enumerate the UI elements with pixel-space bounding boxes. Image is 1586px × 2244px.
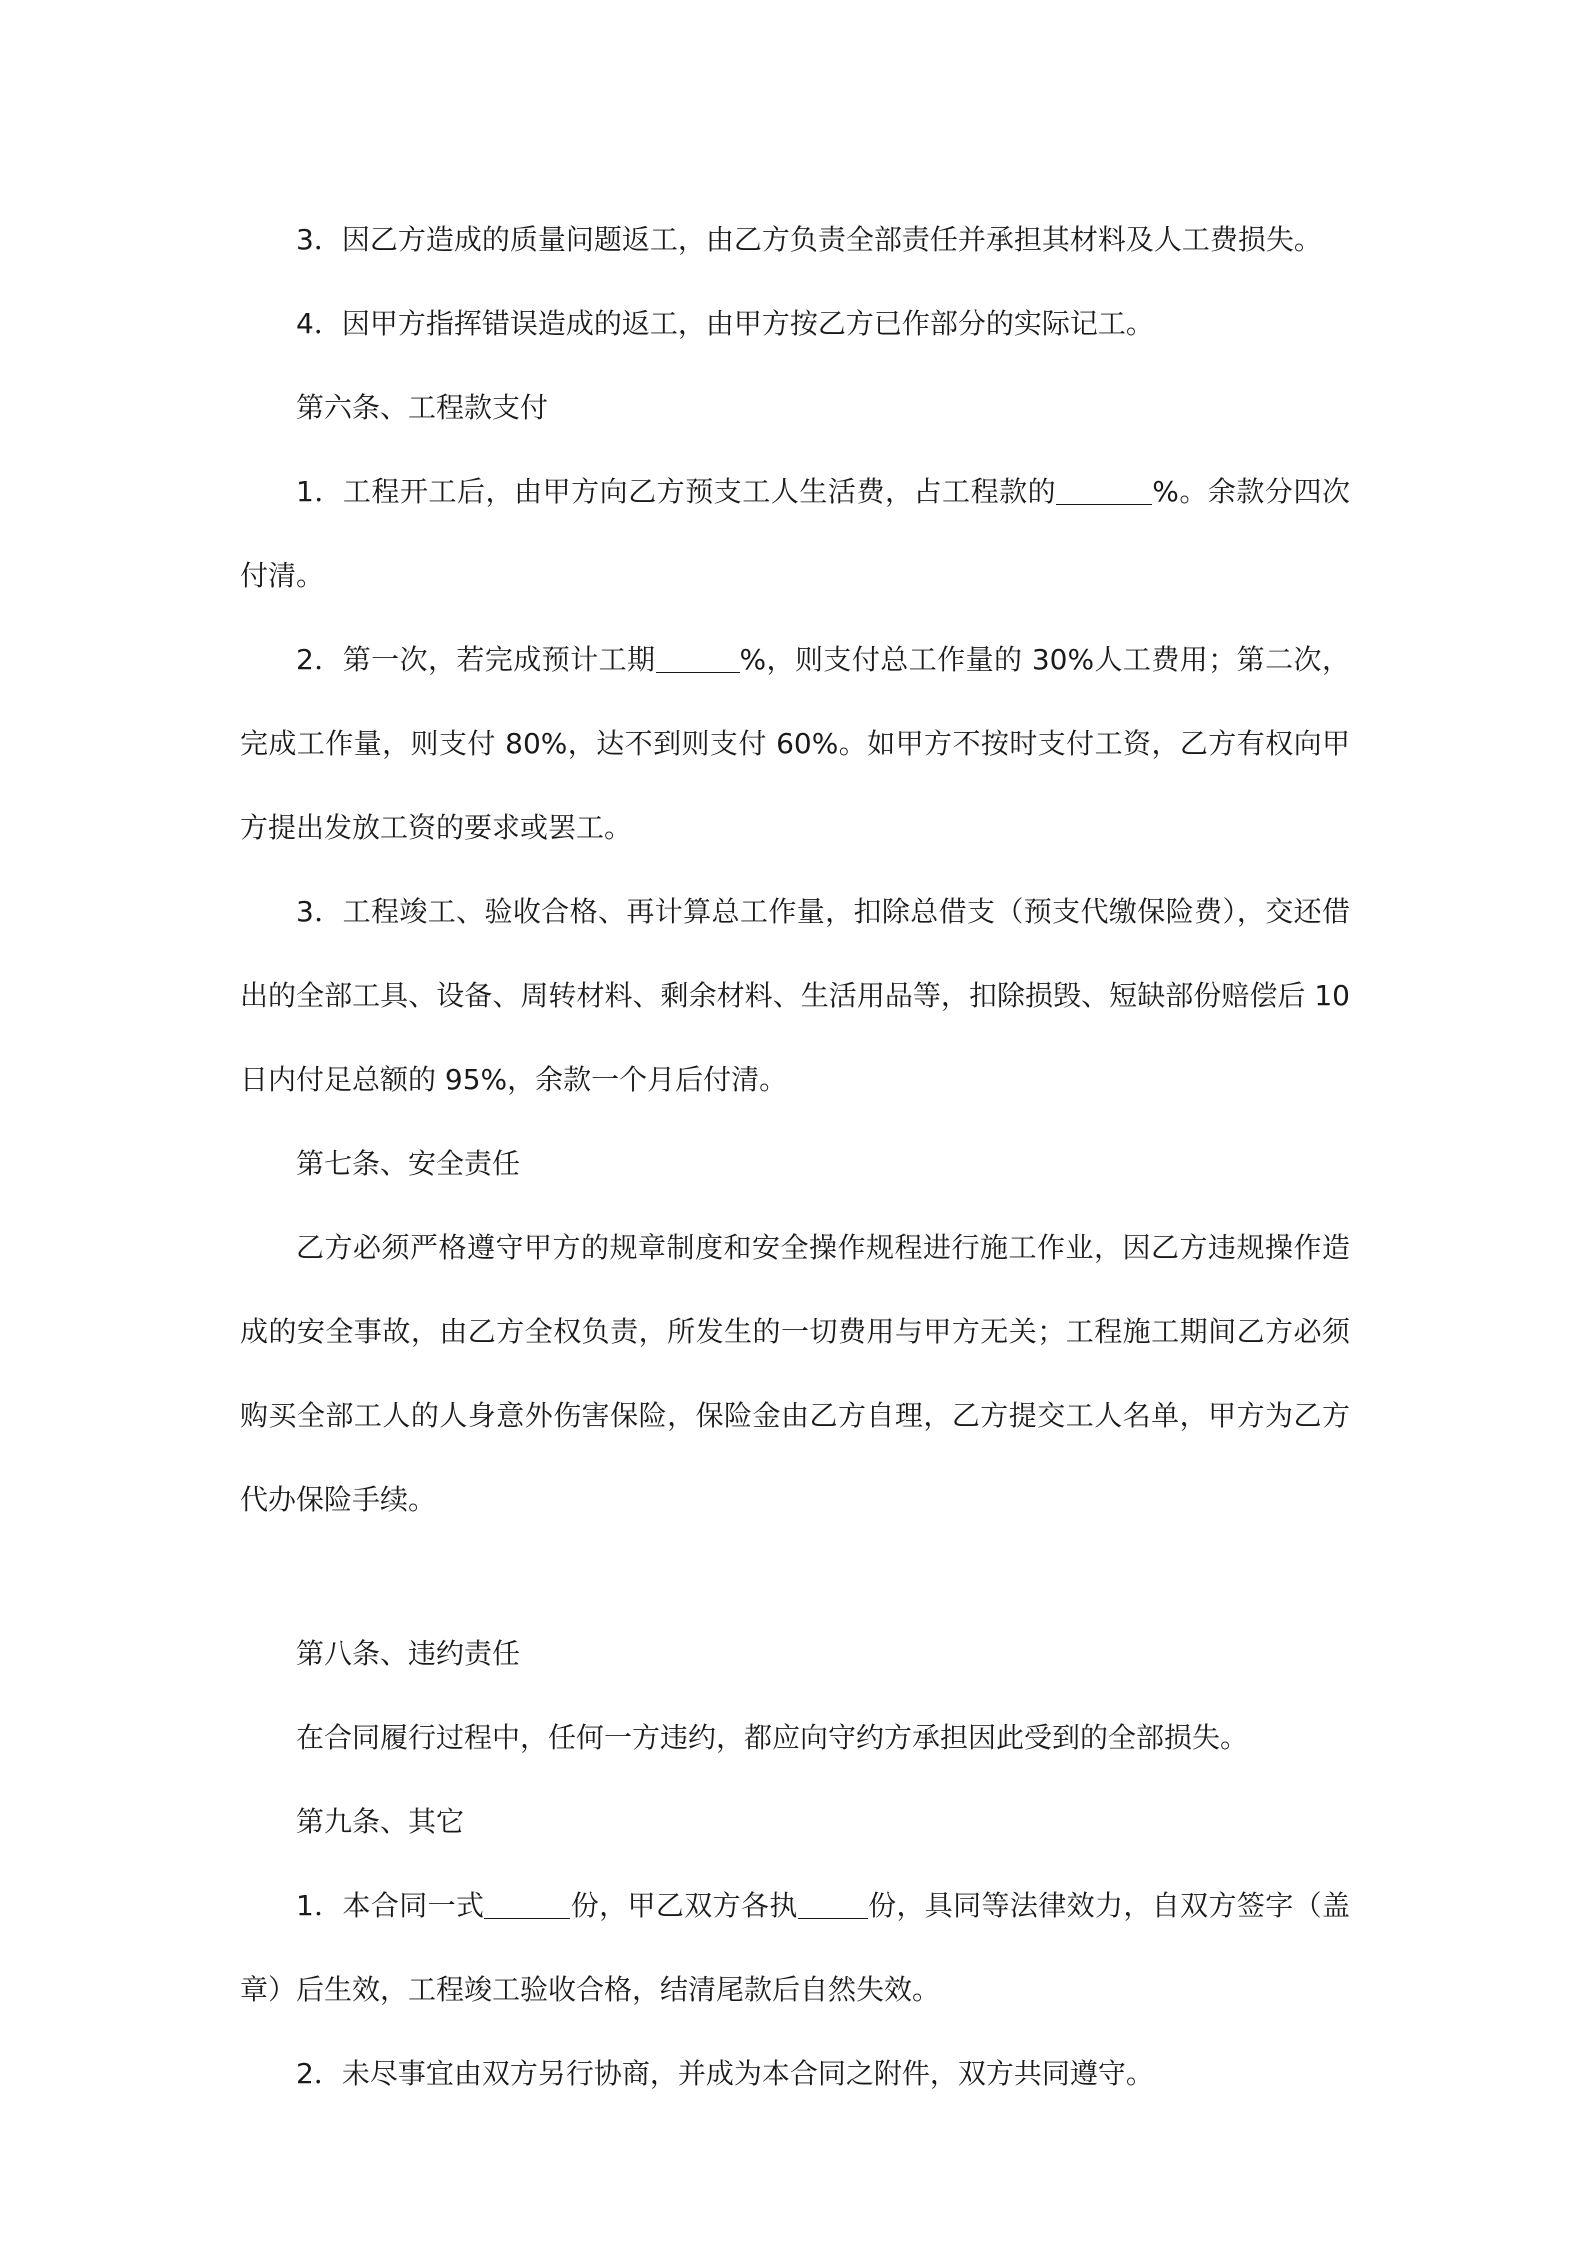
- paragraph-text: %。余款分四次付清。: [240, 475, 1350, 592]
- heading-text: 第六条、工程款支付: [296, 391, 549, 424]
- paragraph-text: 份，甲乙双方各执: [570, 1889, 798, 1922]
- paragraph-text: 1．本合同一式: [296, 1889, 485, 1922]
- blank-line: [484, 1894, 570, 1919]
- paragraph-text: 在合同履行过程中，任何一方违约，都应向守约方承担因此受到的全部损失。: [296, 1721, 1249, 1754]
- paragraph-text: 2．第一次，若完成预计工期: [296, 643, 656, 676]
- paragraph-safety: [240, 1206, 1350, 1542]
- paragraph-text: 3．工程竣工、验收合格、再计算总工作量，扣除总借支（预支代缴保险费），交还借出的全部工具、设备、周转材料、剩余材料、生活用品等，扣除损毁、短缺部份赔偿后 10 日内付足总额的 95%，余款一个月后付清。: [240, 895, 1350, 1096]
- paragraph-text: 份，具同等法律效力，自双方签字（盖章）后生效，工程竣工验收合格，结清尾款后自然失效。: [240, 1889, 1350, 2006]
- paragraph-text: %，则支付总工作量的 30%人工费用；第二次，完成工作量，则支付 80%，达不到则支付 60%。如甲方不按时支付工资，乙方有权向甲方提出发放工资的要求或罢工。: [240, 643, 1350, 844]
- blank-line: [656, 648, 740, 673]
- paragraph-text: 3．因乙方造成的质量问题返工，由乙方负责全部责任并承担其材料及人工费损失。: [296, 223, 1322, 256]
- paragraph-text: 乙方必须严格遵守甲方的规章制度和安全操作规程进行施工作业，因乙方违规操作造成的安全事故，由乙方全权负责，所发生的一切费用与甲方无关；工程施工期间乙方必须购买全部工人的人身意外伤害保险，保险金由乙方自理，乙方提交工人名单，甲方为乙方代办保险手续。: [240, 1231, 1350, 1516]
- paragraph-text: 4．因甲方指挥错误造成的返工，由甲方按乙方已作部分的实际记工。: [296, 307, 1154, 340]
- paragraph-rework-direction: [240, 282, 1350, 366]
- heading-text: 第九条、其它: [296, 1805, 465, 1838]
- paragraph-installments: [240, 618, 1350, 870]
- section-heading-6: [240, 366, 1350, 450]
- paragraph-text: 1．工程开工后，由甲方向乙方预支工人生活费，占工程款的: [296, 475, 1057, 508]
- paragraph-text: 2．未尽事宜由双方另行协商，并成为本合同之附件，双方共同遵守。: [296, 2057, 1154, 2090]
- spacer: [240, 1542, 1350, 1612]
- heading-text: 第八条、违约责任: [296, 1637, 521, 1670]
- paragraph-rework-quality: [240, 198, 1350, 282]
- paragraph-advance-payment: [240, 450, 1350, 618]
- paragraph-copies: [240, 1864, 1350, 2032]
- document-body: [240, 198, 1350, 2116]
- heading-text: 第七条、安全责任: [296, 1147, 521, 1180]
- section-heading-8: [240, 1612, 1350, 1696]
- paragraph-final-settlement: [240, 870, 1350, 1122]
- section-heading-9: [240, 1780, 1350, 1864]
- paragraph-other-matters: [240, 2032, 1350, 2116]
- paragraph-breach: [240, 1696, 1350, 1780]
- blank-line: [798, 1894, 868, 1919]
- blank-line: [1056, 480, 1152, 505]
- section-heading-7: [240, 1122, 1350, 1206]
